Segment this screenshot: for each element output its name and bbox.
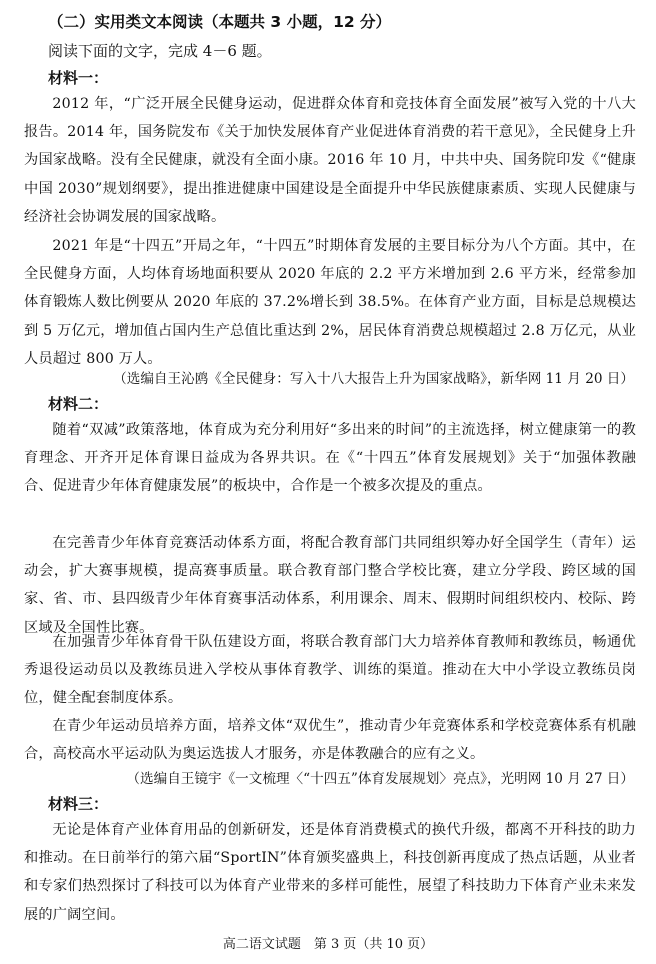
instruction: 阅读下面的文字，完成 4－6 题。	[48, 42, 272, 60]
material2-source: （选编自王镜宇《一文梳理〈“十四五”体育发展规划〉亮点》，光明网 10 月 27 日）	[126, 771, 634, 787]
section-title: （二）实用类文本阅读（本题共 3 小题，12 分）	[48, 13, 392, 31]
material1-paragraph-1: 2012 年，“广泛开展全民健身运动，促进群众体育和竞技体育全面发展”被写入党的十八大报告。2014 年，国务院发布《关于加快发展体育产业促进体育消费的若干意见》，全民健身上升为国家战略。没有全民健康，就没有全面小康。2016 年 10 月，中共中央、国务院印发《“健康中国 2030”规划纲要》，提出推进健康中国建设是全面提升中华民族健康素质、实现人民健康与经济社会协调发展的国家战略。	[24, 96, 636, 225]
material1-heading: 材料一：	[48, 69, 109, 87]
material1-source: （选编自王沁鸥《全民健身：写入十八大报告上升为国家战略》，新华网 11 月 20 日）	[113, 371, 634, 387]
material2-paragraph-4: 在青少年运动员培养方面，培养文体“双优生”，推动青少年竞赛体系和学校竞赛体系有机融合，高校高水平运动队为奥运选拔人才服务，亦是体教融合的应有之义。	[24, 718, 636, 763]
material2-paragraph-3: 在加强青少年体育骨干队伍建设方面，将联合教育部门大力培养体育教师和教练员，畅通优秀退役运动员以及教练员进入学校从事体育教学、训练的渠道。推动在大中小学设立教练员岗位，健全配套制度体系。	[24, 634, 636, 707]
material3-heading: 材料三：	[48, 795, 109, 813]
material1-paragraph-2: 2021 年是“十四五”开局之年，“十四五”时期体育发展的主要目标分为八个方面。其中，在全民健身方面，人均体育场地面积要从 2020 年底的 2.2 平方米增加到 2.6 平方米，经常参加体育锻炼人数比例要从 2020 年底的 37.2%增长到 38.5%。在体育产业方面，目标是总规模达到 5 万亿元，增加值占国内生产总值比重达到 2%，居民体育消费总规模超过 2.8 万亿元，从业人员超过 800 万人。	[24, 238, 636, 367]
material2-paragraph-1: 随着“双减”政策落地，体育成为充分利用好“多出来的时间”的主流选择，树立健康第一的教育理念、开齐开足体育课日益成为各界共识。在《“十四五”体育发展规划》关于“加强体教融合、促进青少年体育健康发展”的板块中，合作是一个被多次提及的重点。	[24, 422, 636, 495]
material2-paragraph-2: 在完善青少年体育竞赛活动体系方面，将配合教育部门共同组织筹办好全国学生（青年）运动会，扩大赛事规模，提高赛事质量。联合教育部门整合学校比赛，建立分学段、跨区域的国家、省、市、县四级青少年体育赛事活动体系，利用课余、周末、假期时间组织校内、校际、跨区域及全国性比赛。	[24, 535, 636, 636]
page-footer: 高二语文试题 第 3 页（共 10 页）	[222, 937, 434, 952]
material2-heading: 材料二：	[48, 395, 109, 413]
material3-paragraph-1: 无论是体育产业体育用品的创新研发，还是体育消费模式的换代升级，都离不开科技的助力和推动。在日前举行的第六届“SportIN”体育颁奖盛典上，科技创新再度成了热点话题，从业者和专家们热烈探讨了科技可以为体育产业带来的多样可能性，展望了科技助力下体育产业未来发展的广阔空间。	[24, 822, 636, 923]
